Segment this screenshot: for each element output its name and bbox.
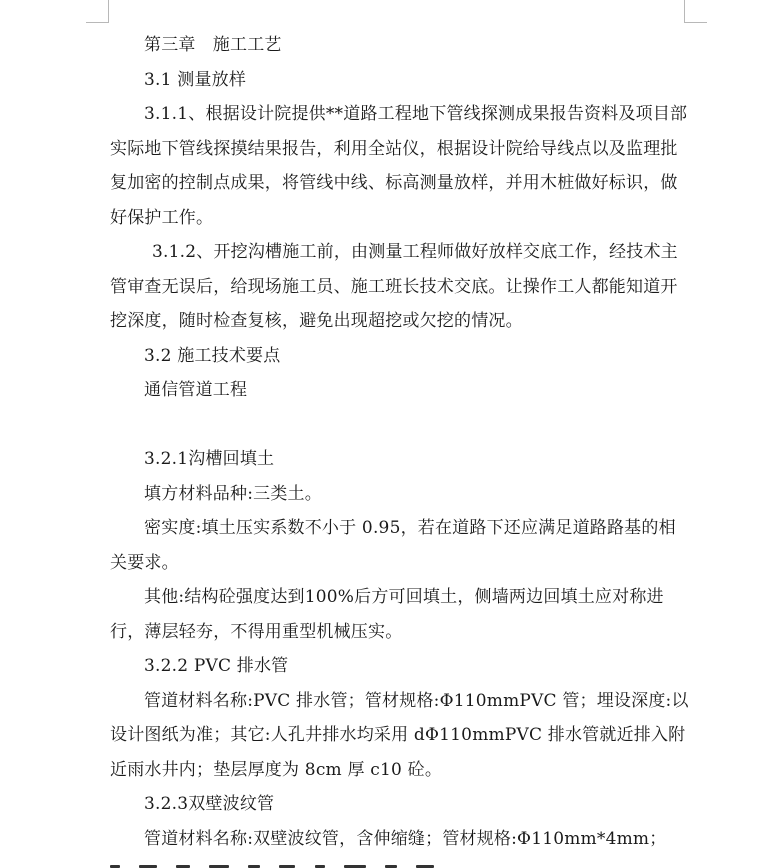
paragraph-3-2-3-pipe: 管道材料名称:双壁波纹管，含伸缩缝；管材规格:Φ110mm*4mm； xyxy=(144,828,667,849)
section-3-2-2-heading: 3.2.2 PVC 排水管 xyxy=(144,656,289,676)
crop-mark-top-right xyxy=(684,0,707,23)
document-body xyxy=(110,28,690,856)
paragraph-3-2-1-material: 填方材料品种:三类土。 xyxy=(144,483,322,504)
paragraph-3-1-1: 3.1.1、根据设计院提供**道路工程地下管线探测成果报告资料及项目部实际地下管线探摸结果报告，利用全站仪，根据设计院给导线点以及监理批复加密的控制点成果，将管线中线、标高测量放样，并用木桩做好标识，做好保护工作。 xyxy=(110,104,688,228)
cut-off-next-line xyxy=(110,852,690,868)
paragraph-3-1-2: 3.1.2、开挖沟槽施工前，由测量工程师做好放样交底工作，经技术主管审查无误后，给现场施工员、施工班长技术交底。让操作工人都能知道开挖深度，随时检查复核，避免出现超挖或欠挖的情况。 xyxy=(110,242,678,331)
paragraph-3-2-2-pvc: 管道材料名称:PVC 排水管；管材规格:Φ110mmPVC 管；埋设深度:以设计图纸为准；其它:人孔井排水均采用 dΦ110mmPVC 排水管就近排入附近雨水井内；垫层厚度为 8cm 厚 c10 砼。 xyxy=(110,690,689,780)
chapter-title: 第三章 施工工艺 xyxy=(144,35,282,55)
paragraph-3-2-1-other: 其他:结构砼强度达到100%后方可回填土，侧墙两边回填土应对称进行，薄层轻夯，不得用重型机械压实。 xyxy=(110,587,664,642)
crop-mark-top-left xyxy=(86,0,109,23)
blank-line xyxy=(110,408,690,443)
paragraph-3-2-1-density: 密实度:填土压实系数不小于 0.95，若在道路下还应满足道路路基的相关要求。 xyxy=(110,518,676,573)
section-3-2-3-heading: 3.2.3双壁波纹管 xyxy=(144,794,275,814)
section-3-2-heading: 3.2 施工技术要点 xyxy=(144,345,281,366)
section-3-2-subheading: 通信管道工程 xyxy=(144,380,248,400)
section-3-2-1-heading: 3.2.1沟槽回填土 xyxy=(144,449,275,469)
section-3-1-heading: 3.1 测量放样 xyxy=(144,69,247,90)
